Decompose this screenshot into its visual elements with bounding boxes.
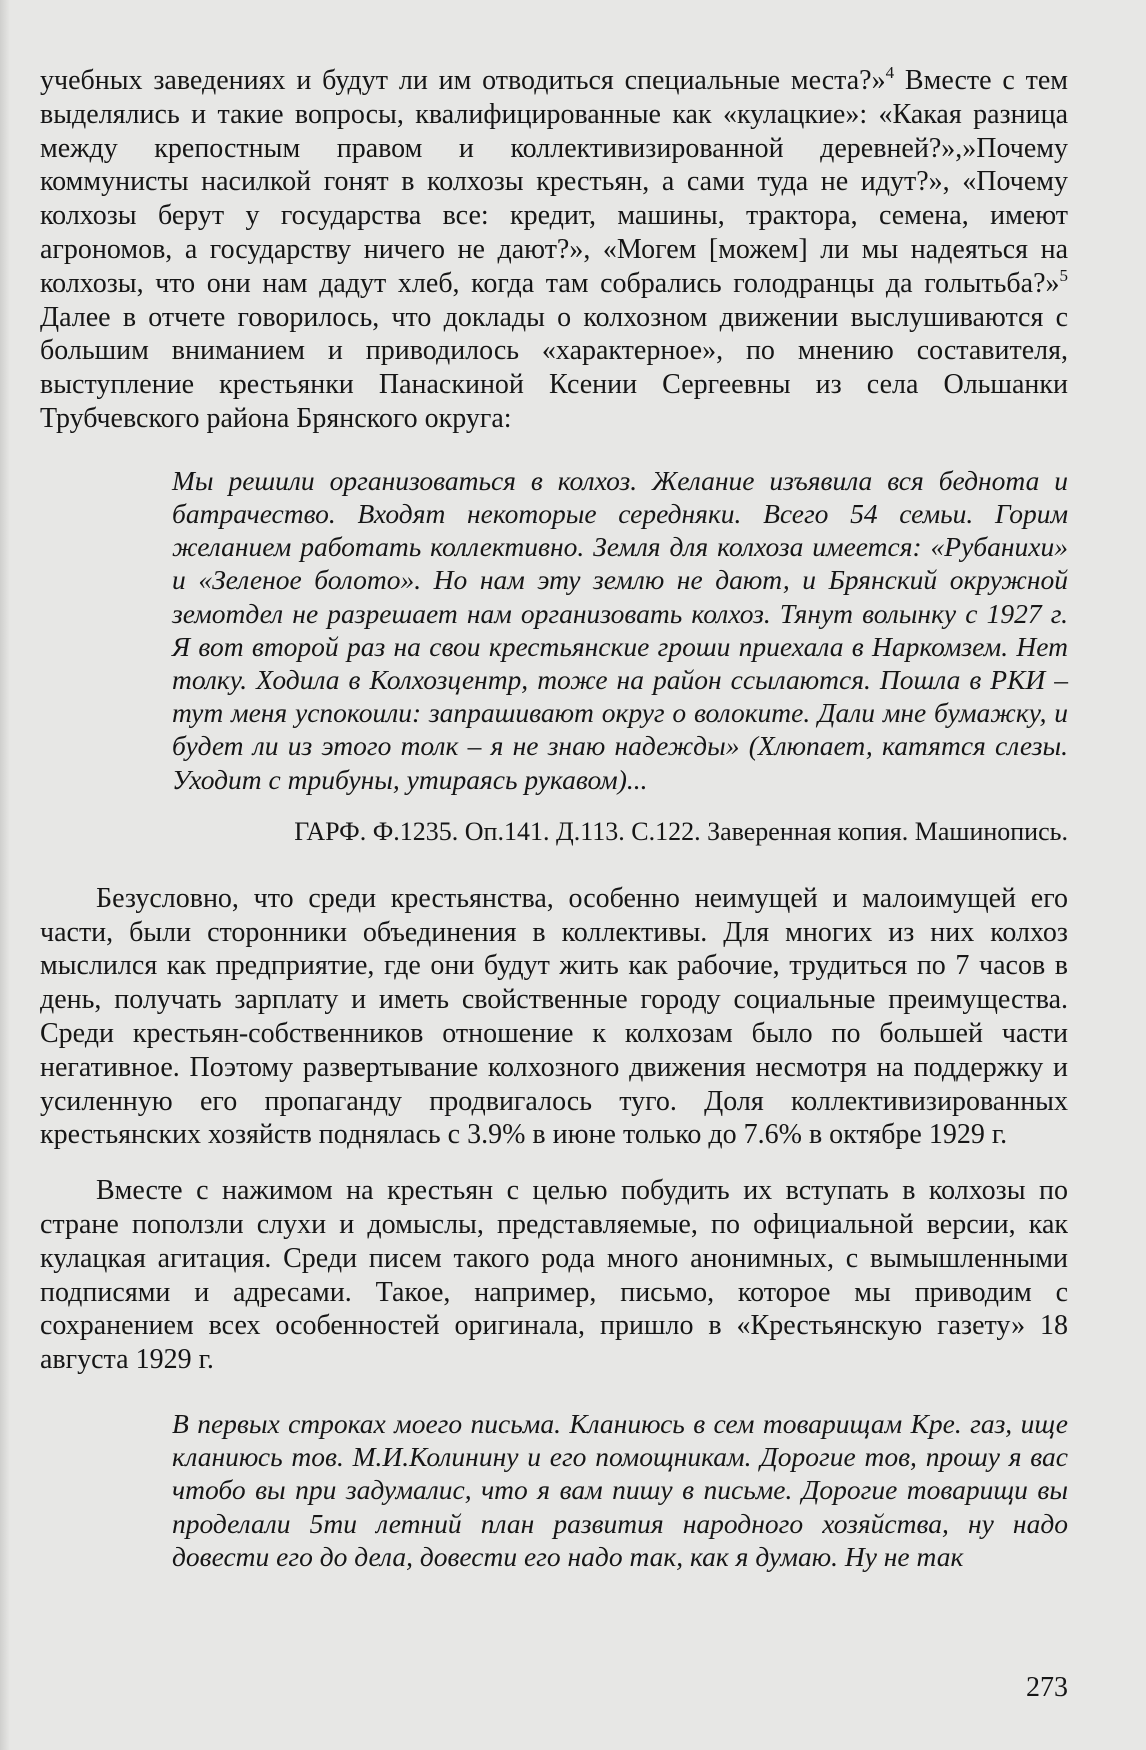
paragraph-intro xyxy=(40,64,1068,436)
paragraph-collectivization: Безусловно, что среди крестьянства, особенно неимущей и малоимущей его части, были сторонники объединения в коллективы. Для многих из них колхоз мыслился как предприятие, где они будут жить как рабочие, трудиться по 7 часов в день, получать зарплату и иметь свойственные городу социальные преимущества. Среди крестьян-собственников отношение к колхозам было по большей части негативное. Поэтому развертывание колхозного движения несмотря на поддержку и усиленную его пропаганду продвигалось туго. Доля коллективизированных крестьянских хозяйств поднялась с 3.9% в июне только до 7.6% в октябре 1929 г. xyxy=(40,882,1068,1151)
paragraph-intro-part-c: Далее в отчете говорилось, что доклады о колхозном движении выслушиваются с большим вниманием и приводилось «характерное», по мнению составителя, выступление крестьянки Панаскиной Ксении Сергеевны из села Ольшанки Трубчевского района Брянского округа: xyxy=(40,301,1068,434)
archive-source-citation: ГАРФ. Ф.1235. Оп.141. Д.113. С.122. Заверенная копия. Машинопись. xyxy=(294,816,1068,846)
quote-anonymous-letter: В первых строках моего письма. Кланиюсь в сем товарищам Кре. газ, ище кланиюсь тов. М.И.Колинину и его помощникам. Дорогие тов, прошу я вас чтобо вы при задумалис, что я вам пишу в письме. Дорогие товарищи вы проделали 5ти летний план развития народного хозяйства, ну надо довести его до дела, довести его надо так, как я думаю. Ну не так xyxy=(172,1407,1068,1572)
footnote-ref-5[interactable]: 5 xyxy=(1059,265,1068,285)
quote-panaskina: Мы решили организоваться в колхоз. Желание изъявила вся беднота и батрачество. Входят некоторые середняки. Всего 54 семьи. Горим желанием работать коллективно. Земля для колхоза имеется: «Рубанихи» и «Зеленое болото». Но нам эту землю не дают, и Брянский окружной земотдел не разрешает нам организовать колхоз. Тянут волынку с 1927 г. Я вот второй раз на свои крестьянские гроши приехала в Наркомзем. Нет толку. Ходила в Колхозцентр, тоже на район ссылаются. Пошла в РКИ – тут меня успокоили: запрашивают округ о волоките. Дали мне бумажку, и будет ли из этого толк – я не знаю надежды» (Хлюпает, катятся слезы. Уходит с трибуны, утираясь рукавом)... xyxy=(172,464,1068,795)
paragraph-intro-part-a: учебных заведениях и будут ли им отводиться специальные места?» xyxy=(40,65,886,96)
page-number: 273 xyxy=(1026,1672,1068,1703)
paragraph-rumors: Вместе с нажимом на крестьян с целью побудить их вступать в колхозы по стране поползли слухи и домыслы, представляемые, по официальной версии, как кулацкая агитация. Среди писем такого рода много анонимных, с вымышленными подписями и адресами. Такое, например, письмо, которое мы приводим с сохранением всех особенностей оригинала, пришло в «Крестьянскую газету» 18 августа 1929 г. xyxy=(40,1175,1068,1376)
paragraph-intro-part-b: Вместе с тем выделялись и такие вопросы, квалифицированные как «кулацкие»: «Какая разница между крепостным правом и коллективизированной деревней?»,»Почему коммунисты насилкой гонят в колхозы крестьян, а сами туда не идут?», «Почему колхозы берут у государства все: кредит, машины, трактора, семена, имеют агрономов, а государству ничего не дают?», «Могем [можем] ли мы надеяться на колхозы, что они нам дадут хлеб, когда там собрались голодранцы да голытьба?» xyxy=(40,65,1069,299)
footnote-ref-4[interactable]: 4 xyxy=(885,63,895,82)
